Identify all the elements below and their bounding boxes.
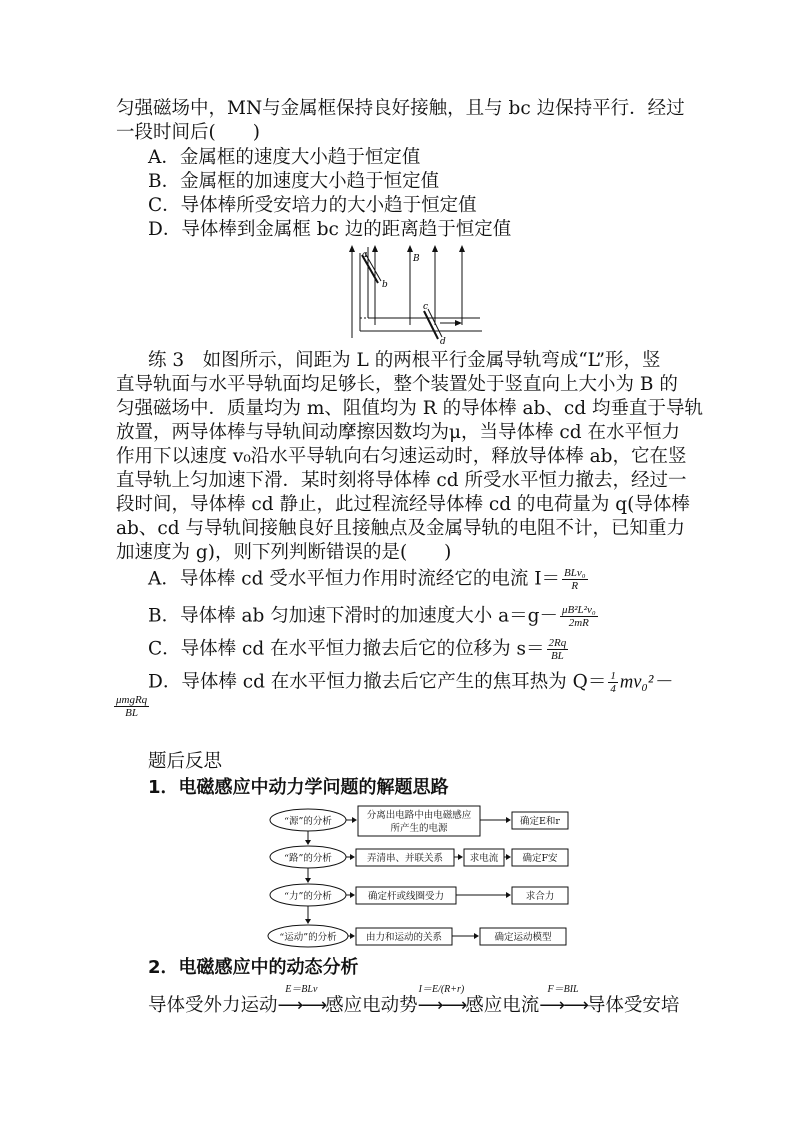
- option-b: B．金属框的加速度大小趋于恒定值: [148, 171, 440, 192]
- flow-motion: “运动”的分析: [279, 932, 337, 943]
- solution-flowchart: [262, 804, 572, 954]
- lian3-option-a: A．导体棒 cd 受水平恒力作用时流经它的电流 I＝ $\frac{\text{BLv₀}}{R}$: [148, 567, 586, 592]
- lian3-option-d: D．导体棒 cd 在水平恒力撤去后它产生的焦耳热为 Q＝ $\frac{1}{4}$ mv₀²－: [148, 670, 672, 695]
- label-d: d: [440, 337, 446, 345]
- flow-force: “力”的分析: [284, 891, 332, 902]
- flow-source: “源”的分析: [284, 816, 332, 827]
- flow-force-result: 求合力: [525, 891, 555, 902]
- lian3-line-3: 匀强磁场中．质量均为 m、阻值均为 R 的导体棒 ab、cd 均垂直于导轨: [116, 398, 703, 419]
- lian3-option-c: C．导体棒 cd 在水平恒力撤去后它的位移为 s＝ $\frac{2Rq}{BL}$: [148, 637, 567, 662]
- lian3-line-1: 练 3 如图所示，间距为 L 的两根平行金属导轨弯成“L”形，竖: [148, 350, 661, 371]
- label-B: B: [413, 254, 420, 264]
- lian3-line-2: 直导轨面与水平导轨面均足够长，整个装置处于竖直向上大小为 B 的: [116, 374, 678, 395]
- flow-source-box-2: 所产生的电源: [390, 823, 448, 834]
- reflection-heading-1: 1．电磁感应中动力学问题的解题思路: [148, 777, 449, 798]
- lian3-line-9: 加速度为 g)，则下列判断错误的是( ): [116, 542, 452, 563]
- lian3-line-6: 直导轨上匀加速下滑．某时刻将导体棒 cd 所受水平恒力撤去，经过一: [116, 470, 687, 491]
- question-line-2: 一段时间后( ): [116, 122, 260, 143]
- lian3-line-4: 放置，两导体棒与导轨间动摩擦因数均为μ，当导体棒 cd 在水平恒力: [116, 422, 680, 443]
- label-b: b: [382, 280, 388, 290]
- option-d: D．导体棒到金属框 bc 边的距离趋于恒定值: [148, 219, 512, 240]
- flow-motion-box: 由力和运动的关系: [365, 932, 443, 943]
- label-c: c: [423, 302, 429, 312]
- lian3-option-b: B．导体棒 ab 匀加速下滑时的加速度大小 a＝g－ $\frac{\text{μB²L²v₀}}{2mR}$: [148, 604, 596, 629]
- flow-force-box: 确定杆或线圈受力: [367, 891, 445, 902]
- reflection-title: 题后反思: [148, 751, 223, 772]
- flow-source-box-1: 分离出电路中由电磁感应: [366, 810, 472, 821]
- question-line-1: 匀强磁场中，MN与金属框保持良好接触，且与 bc 边保持平行．经过: [116, 98, 685, 119]
- flow-circuit-box: 弄清串、并联关系: [366, 853, 444, 864]
- flow-circuit-result: 确定F安: [522, 853, 558, 864]
- flow-motion-result: 确定运动模型: [494, 932, 552, 943]
- dynamic-chain: 导体受外力运动 E＝BLv ⟶⟶感应电动势 I＝E/(R+r) ⟶⟶感应电流 F＝BIL ⟶⟶导体受安培: [148, 984, 680, 1016]
- lian3-line-8: ab、cd 与导轨间接触良好且接触点及金属导轨的电阻不计，已知重力: [116, 518, 685, 539]
- reflection-heading-2: 2．电磁感应中的动态分析: [148, 957, 359, 978]
- lian3-line-5: 作用下以速度 v₀沿水平导轨向右匀速运动时，释放导体棒 ab，它在竖: [116, 446, 687, 467]
- option-c: C．导体棒所受安培力的大小趋于恒定值: [148, 195, 477, 216]
- flow-circuit-mid: 求电流: [469, 853, 499, 864]
- flow-source-result: 确定E和r: [520, 816, 560, 827]
- lian3-line-7: 段时间，导体棒 cd 静止，此过程流经导体棒 cd 的电荷量为 q(导体棒: [116, 494, 690, 515]
- lian3-option-d-cont: $\frac{\text{μmgRq}}{BL}$: [116, 694, 148, 719]
- rail-figure: [340, 243, 490, 345]
- flow-circuit: “路”的分析: [284, 853, 332, 864]
- label-a: a: [362, 250, 368, 260]
- option-a: A．金属框的速度大小趋于恒定值: [148, 147, 421, 168]
